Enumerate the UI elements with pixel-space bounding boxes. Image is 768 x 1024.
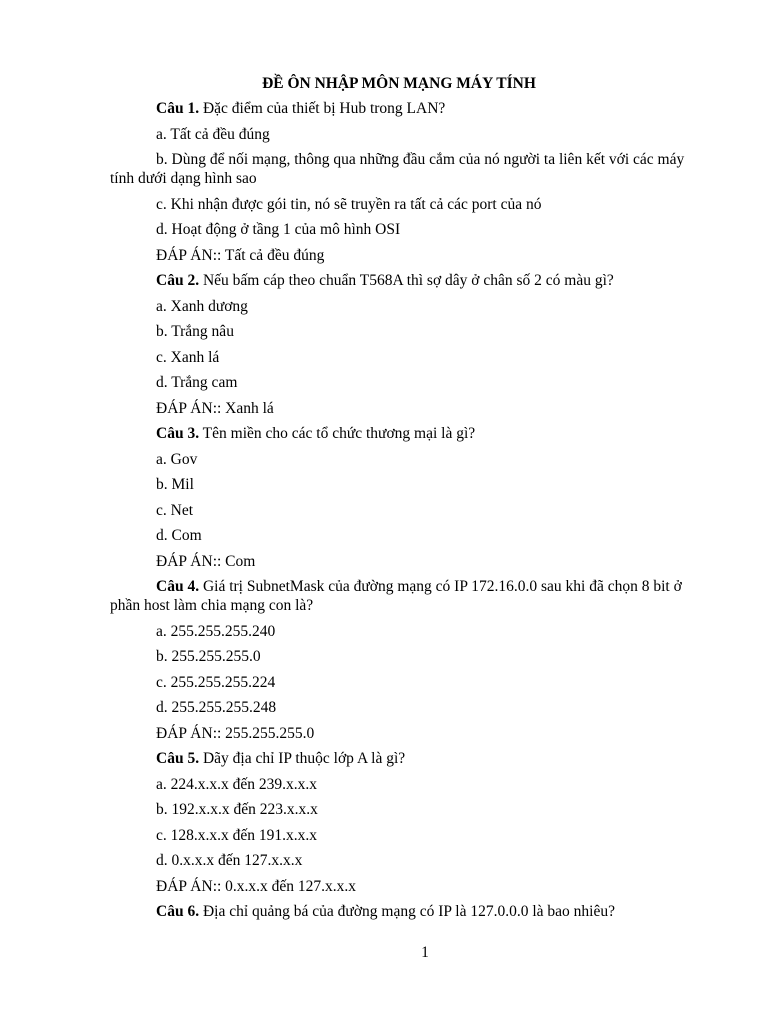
answer-option: d. Trắng cam (156, 374, 238, 391)
question-3 (110, 424, 700, 443)
document-title: ĐỀ ÔN NHẬP MÔN MẠNG MÁY TÍNH (262, 75, 536, 92)
question-text: Đặc điểm của thiết bị Hub trong LAN? (199, 100, 446, 117)
question-label: Câu 4. (156, 578, 200, 595)
question-label: Câu 2. (156, 272, 200, 289)
question-2 (110, 271, 700, 290)
answer-option: d. 255.255.255.248 (156, 699, 277, 716)
question-5 (110, 749, 700, 768)
question-label: Câu 3. (156, 425, 200, 442)
answer-option: d. 0.x.x.x đến 127.x.x.x (156, 852, 303, 869)
answer-option: c. 255.255.255.224 (156, 673, 276, 691)
correct-answer: ĐÁP ÁN:: Com (156, 552, 256, 570)
question-4 (110, 577, 700, 615)
correct-answer: ĐÁP ÁN:: Tất cả đều đúng (156, 246, 325, 264)
question-6 (110, 902, 700, 921)
answer-option: a. 255.255.255.240 (156, 622, 276, 640)
question-label: Câu 6. (156, 903, 200, 920)
page-number: 1 (421, 944, 429, 961)
question-list (110, 99, 700, 928)
answer-option: d. Hoạt động ở tầng 1 của mô hình OSI (156, 221, 401, 238)
answer-option: a. 224.x.x.x đến 239.x.x.x (156, 775, 318, 793)
answer-option: b. Mil (156, 476, 194, 493)
answer-option: a. Xanh dương (156, 297, 248, 315)
answer-option: c. Xanh lá (156, 348, 220, 366)
answer-option: b. 255.255.255.0 (156, 648, 261, 665)
answer-option: a. Tất cả đều đúng (156, 125, 270, 143)
correct-answer: ĐÁP ÁN:: 0.x.x.x đến 127.x.x.x (156, 877, 357, 895)
question-text: Tên miền cho các tổ chức thương mại là gì? (199, 425, 476, 442)
question-1 (110, 99, 700, 118)
question-text: Dãy địa chỉ IP thuộc lớp A là gì? (199, 750, 406, 767)
answer-option: b. Trắng nâu (156, 323, 234, 340)
correct-answer: ĐÁP ÁN:: Xanh lá (156, 399, 274, 417)
answer-option: c. 128.x.x.x đến 191.x.x.x (156, 826, 318, 844)
answer-option: d. Com (156, 527, 202, 544)
answer-option: c. Net (156, 501, 194, 519)
answer-option: b. 192.x.x.x đến 223.x.x.x (156, 801, 318, 818)
answer-option: c. Khi nhận được gói tin, nó sẽ truyền ra tất cả các port của nó (156, 195, 542, 213)
question-text: Giá trị SubnetMask của đường mạng có IP 172.16.0.0 sau khi đã chọn 8 bit ở phần host làm chia mạng con là? (110, 578, 682, 614)
correct-answer: ĐÁP ÁN:: 255.255.255.0 (156, 724, 315, 742)
question-text: Địa chỉ quảng bá của đường mạng có IP là 127.0.0.0 là bao nhiêu? (199, 903, 615, 920)
question-label: Câu 1. (156, 100, 200, 117)
question-label: Câu 5. (156, 750, 200, 767)
question-text: Nếu bấm cáp theo chuẩn T568A thì sợ dây ở chân số 2 có màu gì? (199, 272, 614, 289)
answer-option: a. Gov (156, 450, 198, 468)
answer-option: b. Dùng để nối mạng, thông qua những đầu cắm của nó người ta liên kết với các máy tính dưới dạng hình sao (110, 151, 685, 187)
